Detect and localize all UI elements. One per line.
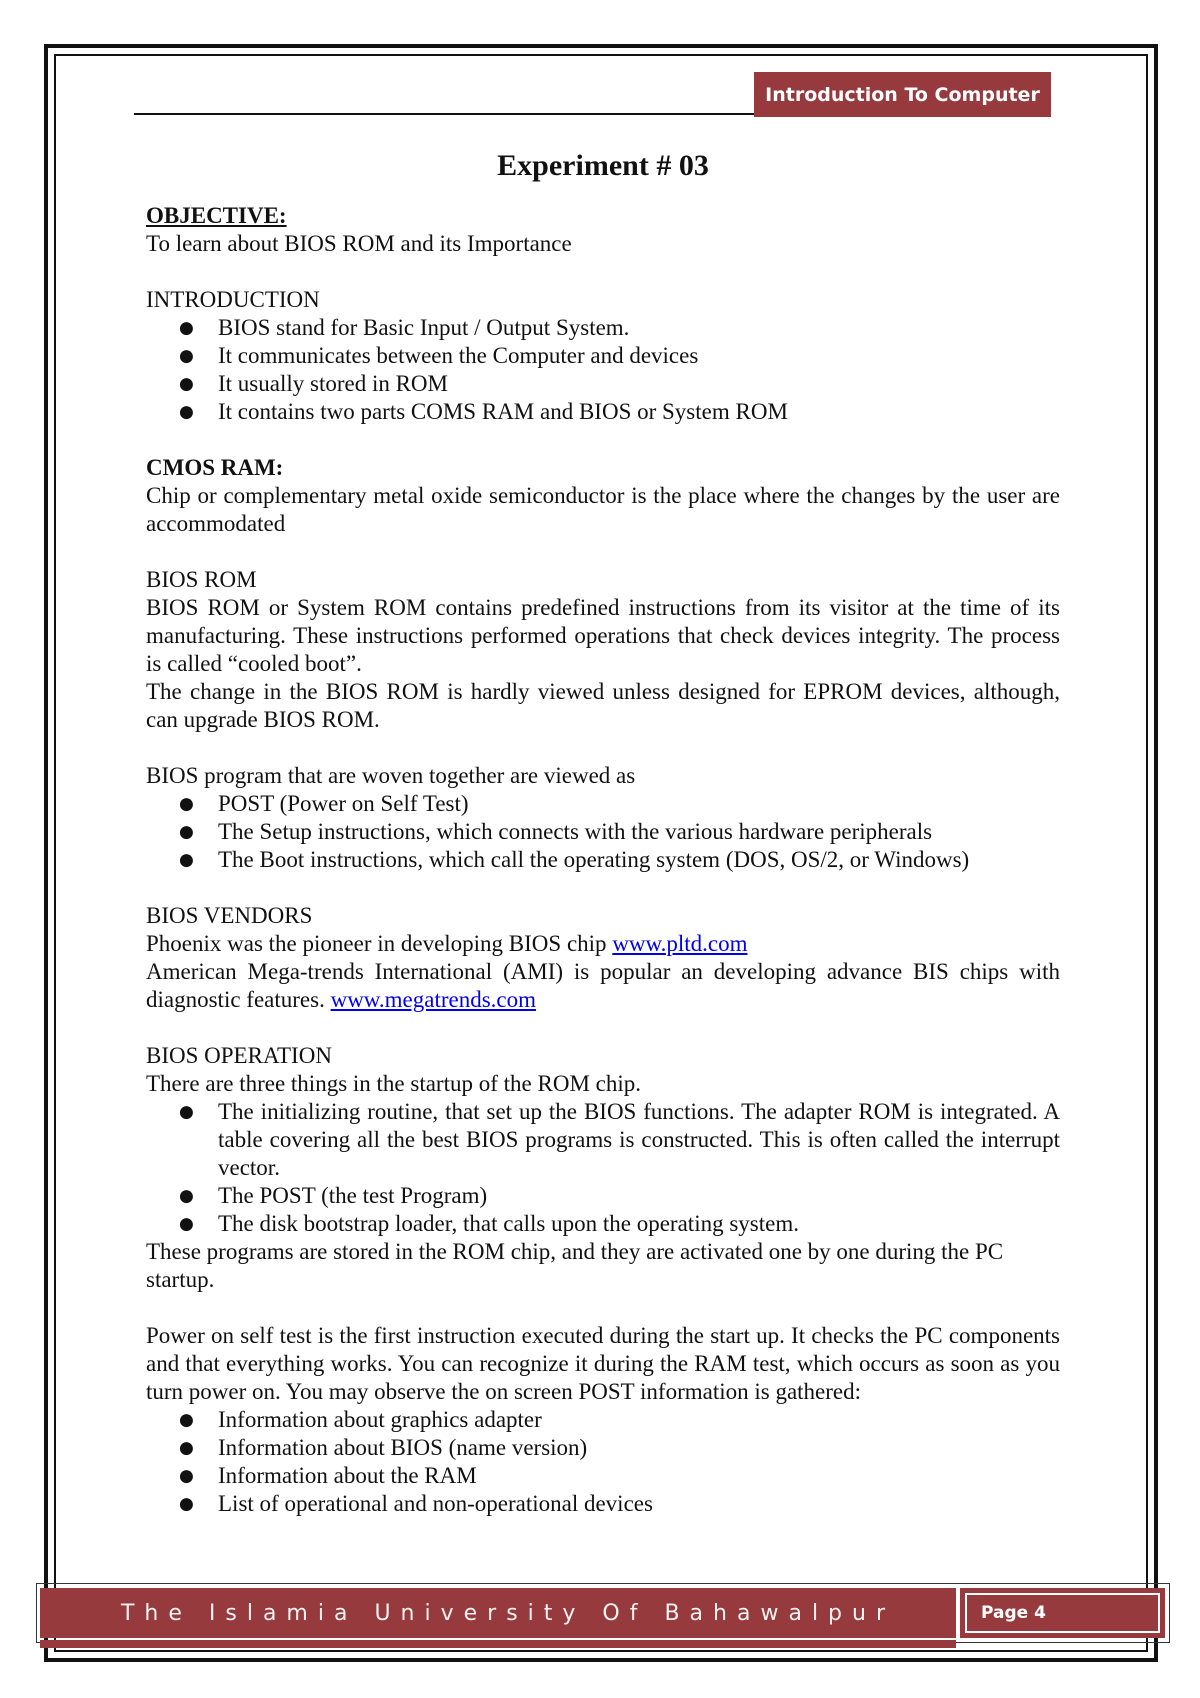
- list-item: ● Information about graphics adapter: [218, 1406, 1060, 1434]
- footer-university-band: [40, 1588, 956, 1638]
- list-item: ● It usually stored in ROM: [218, 370, 1060, 398]
- list-item: ● List of operational and non-operational devices: [218, 1490, 1060, 1518]
- bios-program-list: [146, 790, 1060, 874]
- post-paragraph: Power on self test is the first instruction executed during the start up. It checks the PC components and that everything works. You can recognize it during the RAM test, which occurs as soon as you turn power on. You may observe the on screen POST information is gathered:: [146, 1323, 1060, 1404]
- introduction-heading: INTRODUCTION: [146, 287, 320, 312]
- cmos-text: Chip or complementary metal oxide semiconductor is the place where the changes by the user are accommodated: [146, 483, 1060, 536]
- operation-outro: These programs are stored in the ROM chip, and they are activated one by one during the PC startup.: [146, 1239, 1004, 1292]
- course-header-tab: [754, 72, 1051, 117]
- post-list: [146, 1406, 1060, 1518]
- vendor-ami: [146, 958, 1060, 1014]
- university-name: The Islamia University Of Bahawalpur: [120, 1600, 896, 1626]
- bios-rom-paragraph: The change in the BIOS ROM is hardly viewed unless designed for EPROM devices, although, can upgrade BIOS ROM.: [146, 679, 1060, 732]
- operation-list: [146, 1098, 1060, 1238]
- objective-heading: OBJECTIVE:: [146, 203, 287, 228]
- list-item: ● The POST (the test Program): [218, 1182, 1060, 1210]
- bios-rom-paragraph: BIOS ROM or System ROM contains predefined instructions from its visitor at the time of its manufacturing. These instructions performed operations that check devices integrity. The process is called “cooled boot”.: [146, 595, 1060, 676]
- list-item: ● The disk bootstrap loader, that calls upon the operating system.: [218, 1210, 1060, 1238]
- document-body: [146, 140, 1060, 1518]
- list-item: ● BIOS stand for Basic Input / Output System.: [218, 314, 1060, 342]
- footer-page-box: [960, 1588, 1165, 1638]
- header-rule: [134, 113, 754, 115]
- list-item: ● The Setup instructions, which connects with the various hardware peripherals: [218, 818, 1060, 846]
- footer-accent-bar: [40, 1640, 956, 1648]
- experiment-title: Experiment # 03: [497, 149, 709, 182]
- list-item: ● Information about BIOS (name version): [218, 1434, 1060, 1462]
- course-title: Introduction To Computer: [765, 83, 1040, 106]
- list-item: ● The initializing routine, that set up the BIOS functions. The adapter ROM is integrated. A table covering all the best BIOS programs is constructed. This is often called the interrupt vector.: [218, 1098, 1060, 1182]
- vendor-phoenix: [146, 930, 1060, 958]
- vendor-ami-text: American Mega-trends International (AMI) is popular an developing advance BIS chips with diagnostic features.: [146, 959, 1060, 1012]
- operation-heading: BIOS OPERATION: [146, 1043, 332, 1068]
- list-item: ● It contains two parts COMS RAM and BIOS or System ROM: [218, 398, 1060, 426]
- vendor-phoenix-text: Phoenix was the pioneer in developing BIOS chip: [146, 931, 607, 956]
- megatrends-link[interactable]: www.megatrends.com: [330, 987, 537, 1012]
- page-number: Page 4: [965, 1593, 1160, 1633]
- bios-rom-heading: BIOS ROM: [146, 567, 257, 592]
- vendors-heading: BIOS VENDORS: [146, 903, 313, 928]
- list-item: ● The Boot instructions, which call the operating system (DOS, OS/2, or Windows): [218, 846, 1060, 874]
- list-item: ● POST (Power on Self Test): [218, 790, 1060, 818]
- bios-program-intro: BIOS program that are woven together are viewed as: [146, 763, 636, 788]
- list-item: ● It communicates between the Computer and devices: [218, 342, 1060, 370]
- cmos-heading: CMOS RAM:: [146, 455, 284, 480]
- phoenix-link[interactable]: www.pltd.com: [612, 931, 748, 956]
- introduction-list: [146, 314, 1060, 426]
- list-item: ● Information about the RAM: [218, 1462, 1060, 1490]
- objective-text: To learn about BIOS ROM and its Importance: [146, 231, 572, 256]
- operation-intro: There are three things in the startup of the ROM chip.: [146, 1071, 641, 1096]
